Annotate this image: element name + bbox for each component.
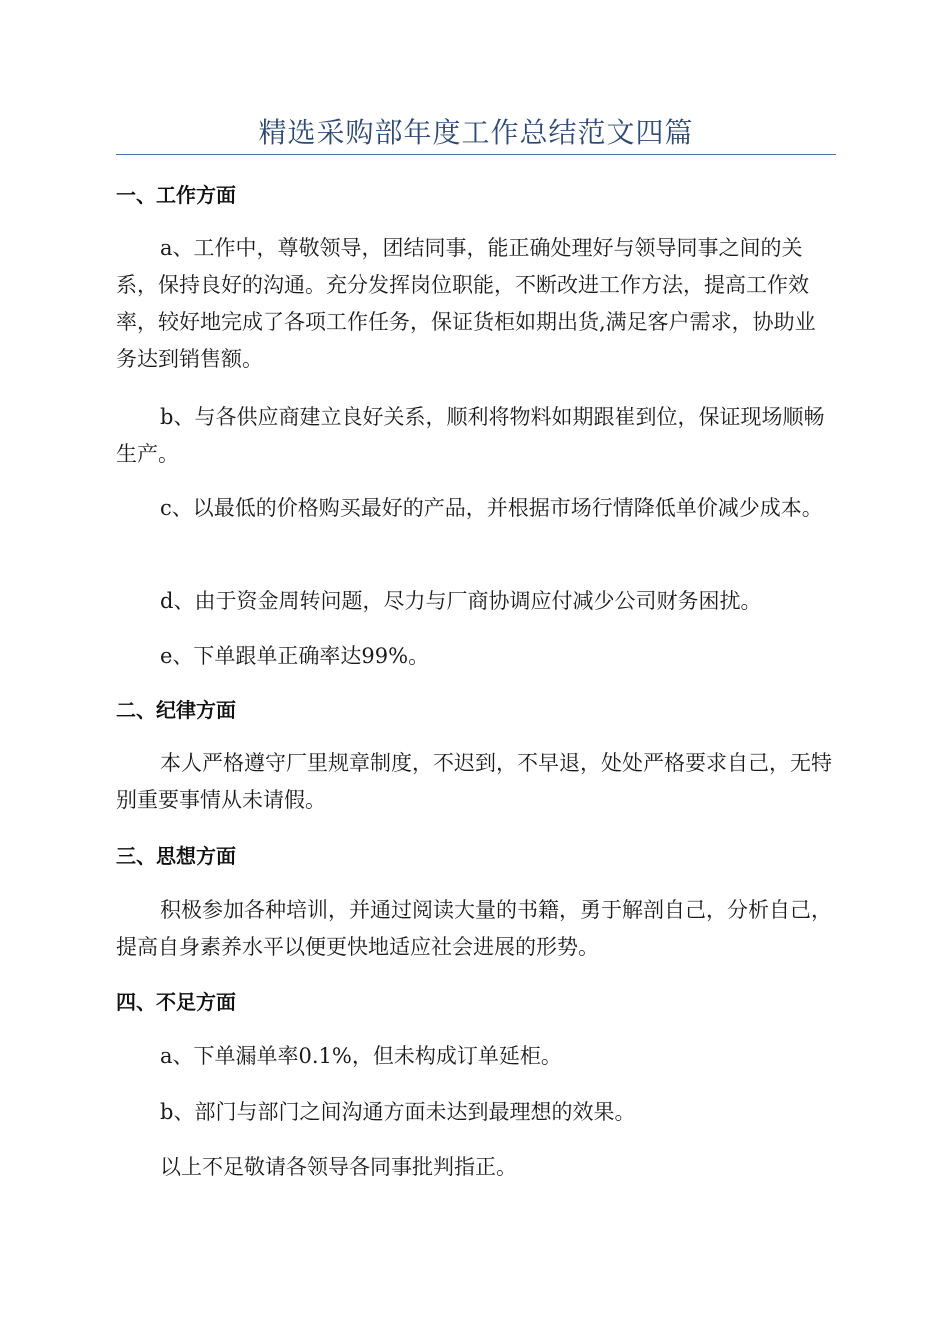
section-heading-work: 一、工作方面 bbox=[116, 183, 236, 207]
paragraph: b、部门与部门之间沟通方面未达到最理想的效果。 bbox=[160, 1100, 636, 1124]
paragraph: a、下单漏单率0.1%，但未构成订单延柜。 bbox=[160, 1044, 562, 1068]
paragraph: b、与各供应商建立良好关系，顺利将物料如期跟崔到位，保证现场顺畅生产。 bbox=[116, 405, 825, 466]
document-title: 精选采购部年度工作总结范文四篇 bbox=[258, 116, 694, 149]
paragraph: d、由于资金周转问题，尽力与厂商协调应付减少公司财务困扰。 bbox=[160, 589, 762, 613]
paragraph: e、下单跟单正确率达99%。 bbox=[160, 644, 430, 668]
paragraph: 积极参加各种培训，并通过阅读大量的书籍，勇于解剖自己，分析自己，提高自身素养水平以便更快地适应社会进展的形势。 bbox=[116, 898, 832, 959]
section-heading-discipline: 二、纪律方面 bbox=[116, 698, 236, 722]
title-underline bbox=[116, 154, 836, 155]
paragraph: a、工作中，尊敬领导，团结同事，能正确处理好与领导同事之间的关系，保持良好的沟通。充分发挥岗位职能，不断改进工作方法，提高工作效率，较好地完成了各项工作任务，保证货柜如期出货,满足客户需求，协助业务达到销售额。 bbox=[116, 236, 816, 371]
section-heading-shortcomings: 四、不足方面 bbox=[116, 990, 236, 1014]
paragraph: 本人严格遵守厂里规章制度，不迟到，不早退，处处严格要求自己，无特别重要事情从未请假。 bbox=[116, 751, 832, 812]
paragraph: 以上不足敬请各领导各同事批判指正。 bbox=[160, 1155, 517, 1179]
section-heading-thinking: 三、思想方面 bbox=[116, 844, 236, 868]
paragraph: c、以最低的价格购买最好的产品，并根据市场行情降低单价减少成本。 bbox=[160, 496, 823, 520]
